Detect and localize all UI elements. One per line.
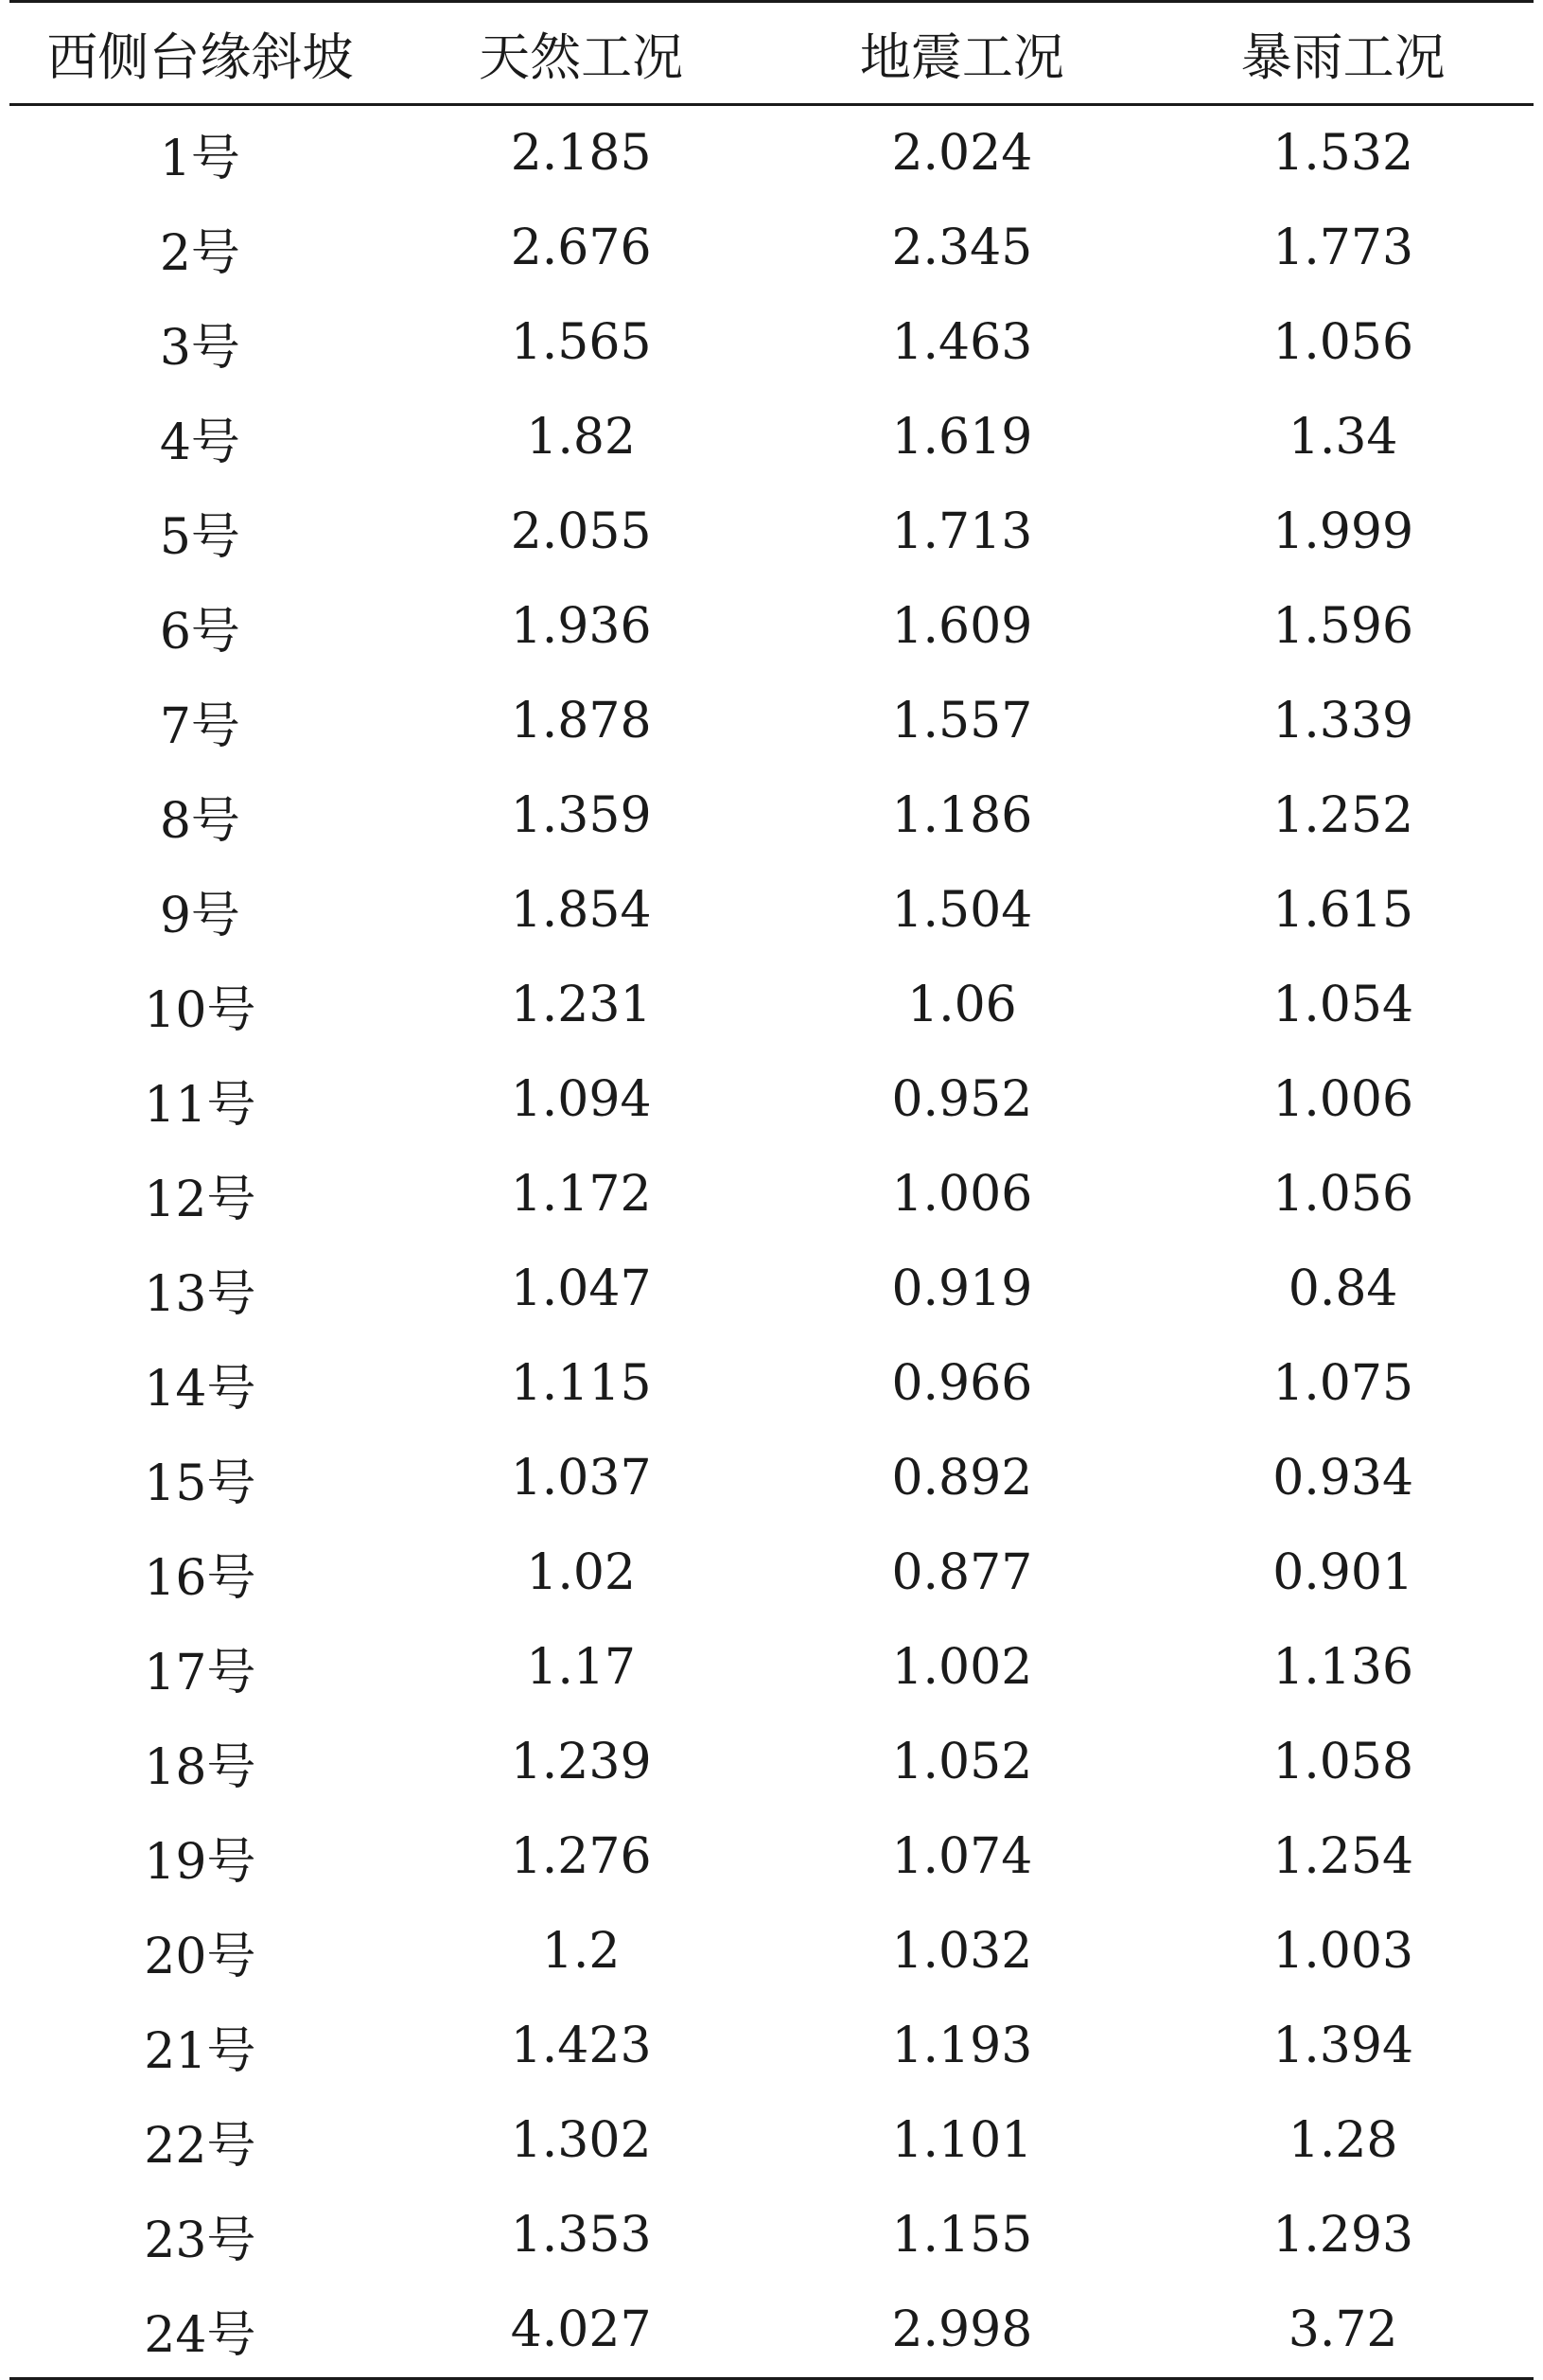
cell-rainstorm: 1.293 xyxy=(1272,2207,1414,2264)
table-row xyxy=(9,295,1534,390)
table-row xyxy=(9,1147,1534,1242)
cell-rainstorm: 1.615 xyxy=(1272,882,1414,939)
cell-rainstorm: 1.339 xyxy=(1272,693,1414,749)
cell-rainstorm: 1.075 xyxy=(1272,1355,1414,1412)
cell-natural: 2.055 xyxy=(510,503,652,560)
header-row xyxy=(9,2,1534,105)
cell-slope-id: 21号 xyxy=(144,2022,256,2080)
table-row xyxy=(9,1336,1534,1431)
slope-stability-table xyxy=(9,0,1534,2380)
header-natural-condition: 天然工况 xyxy=(391,2,772,105)
table-row xyxy=(9,105,1534,202)
cell-earthquake: 2.998 xyxy=(772,2283,1153,2379)
cell-natural: 1.047 xyxy=(510,1261,652,1317)
cell-slope-id: 5号 xyxy=(159,508,240,566)
cell-natural: 1.565 xyxy=(510,314,652,371)
cell-slope-id: 7号 xyxy=(159,697,240,755)
cell-natural: 1.037 xyxy=(510,1450,652,1507)
cell-natural: 1.115 xyxy=(510,1355,652,1412)
cell-natural: 1.231 xyxy=(510,977,652,1033)
cell-earthquake: 0.966 xyxy=(891,1355,1033,1412)
cell-slope-id: 10号 xyxy=(144,981,256,1039)
cell-natural: 1.02 xyxy=(526,1544,637,1601)
cell-natural: 1.423 xyxy=(510,2018,652,2074)
cell-earthquake: 0.919 xyxy=(891,1261,1033,1317)
cell-rainstorm: 1.28 xyxy=(1288,2112,1398,2169)
table-row xyxy=(9,485,1534,579)
table-row xyxy=(9,768,1534,863)
cell-slope-id: 13号 xyxy=(144,1265,256,1323)
cell-slope-id: 24号 xyxy=(9,2283,391,2379)
cell-earthquake: 1.609 xyxy=(891,598,1033,655)
table-row xyxy=(9,674,1534,768)
table-row xyxy=(9,1904,1534,1999)
table-row xyxy=(9,1052,1534,1147)
table-header xyxy=(9,2,1534,105)
table-row xyxy=(9,958,1534,1052)
cell-rainstorm: 1.596 xyxy=(1272,598,1414,655)
cell-earthquake: 1.463 xyxy=(891,314,1033,371)
cell-slope-id: 23号 xyxy=(144,2212,256,2269)
cell-natural: 2.185 xyxy=(510,125,652,182)
cell-slope-id: 9号 xyxy=(159,887,240,944)
cell-earthquake: 1.032 xyxy=(891,1923,1033,1980)
cell-slope-id: 18号 xyxy=(144,1738,256,1796)
cell-rainstorm: 0.934 xyxy=(1272,1450,1414,1507)
cell-rainstorm: 1.003 xyxy=(1272,1923,1414,1980)
cell-rainstorm: 1.254 xyxy=(1272,1828,1414,1885)
header-slope: 西侧台缘斜坡 xyxy=(9,2,391,105)
table-row xyxy=(9,2188,1534,2283)
cell-earthquake: 0.877 xyxy=(891,1544,1033,1601)
cell-slope-id: 17号 xyxy=(144,1644,256,1701)
cell-slope-id: 14号 xyxy=(144,1360,256,1418)
cell-rainstorm: 1.34 xyxy=(1288,409,1398,466)
cell-natural: 1.094 xyxy=(510,1071,652,1128)
cell-natural: 1.2 xyxy=(541,1923,621,1980)
cell-slope-id: 4号 xyxy=(159,414,240,471)
cell-natural: 1.276 xyxy=(510,1828,652,1885)
cell-earthquake: 1.155 xyxy=(891,2207,1033,2264)
cell-natural: 4.027 xyxy=(391,2283,772,2379)
cell-slope-id: 19号 xyxy=(144,1833,256,1891)
cell-slope-id: 3号 xyxy=(159,319,240,377)
cell-earthquake: 1.002 xyxy=(891,1639,1033,1696)
cell-natural: 1.172 xyxy=(510,1166,652,1223)
cell-rainstorm: 1.252 xyxy=(1272,787,1414,844)
cell-rainstorm: 1.056 xyxy=(1272,1166,1414,1223)
table-row xyxy=(9,201,1534,295)
cell-natural: 1.82 xyxy=(526,409,637,466)
cell-earthquake: 1.074 xyxy=(891,1828,1033,1885)
cell-rainstorm: 1.006 xyxy=(1272,1071,1414,1128)
cell-slope-id: 2号 xyxy=(159,224,240,282)
table-row xyxy=(9,390,1534,485)
cell-natural: 1.878 xyxy=(510,693,652,749)
cell-rainstorm: 3.72 xyxy=(1152,2283,1534,2379)
cell-earthquake: 1.052 xyxy=(891,1734,1033,1790)
cell-rainstorm: 0.901 xyxy=(1272,1544,1414,1601)
cell-rainstorm: 1.394 xyxy=(1272,2018,1414,2074)
cell-slope-id: 12号 xyxy=(144,1171,256,1228)
cell-rainstorm: 1.773 xyxy=(1272,220,1414,276)
cell-earthquake: 1.006 xyxy=(891,1166,1033,1223)
cell-earthquake: 0.892 xyxy=(891,1450,1033,1507)
cell-earthquake: 1.504 xyxy=(891,882,1033,939)
cell-earthquake: 1.193 xyxy=(891,2018,1033,2074)
cell-rainstorm: 1.058 xyxy=(1272,1734,1414,1790)
cell-natural: 1.936 xyxy=(510,598,652,655)
table-body xyxy=(9,105,1534,2379)
cell-natural: 1.353 xyxy=(510,2207,652,2264)
table-row xyxy=(9,2093,1534,2188)
cell-natural: 1.359 xyxy=(510,787,652,844)
cell-natural: 1.302 xyxy=(510,2112,652,2169)
header-rainstorm-condition: 暴雨工况 xyxy=(1152,2,1534,105)
cell-earthquake: 1.713 xyxy=(891,503,1033,560)
cell-slope-id: 1号 xyxy=(159,130,240,187)
header-earthquake-condition: 地震工况 xyxy=(772,2,1153,105)
cell-slope-id: 16号 xyxy=(144,1549,256,1607)
table-row xyxy=(9,1431,1534,1525)
cell-rainstorm: 1.056 xyxy=(1272,314,1414,371)
table-row xyxy=(9,863,1534,958)
stability-table-container xyxy=(9,0,1534,2377)
cell-rainstorm: 0.84 xyxy=(1288,1261,1398,1317)
cell-slope-id: 22号 xyxy=(144,2117,256,2175)
cell-earthquake: 2.345 xyxy=(891,220,1033,276)
table-row xyxy=(9,1525,1534,1620)
cell-earthquake: 1.619 xyxy=(891,409,1033,466)
cell-earthquake: 1.557 xyxy=(891,693,1033,749)
table-row xyxy=(9,579,1534,674)
cell-natural: 1.239 xyxy=(510,1734,652,1790)
cell-slope-id: 20号 xyxy=(144,1928,256,1985)
cell-earthquake: 1.101 xyxy=(891,2112,1033,2169)
cell-natural: 1.17 xyxy=(526,1639,637,1696)
table-row xyxy=(9,1999,1534,2093)
table-row xyxy=(9,1715,1534,1809)
cell-earthquake: 1.186 xyxy=(891,787,1033,844)
cell-rainstorm: 1.136 xyxy=(1272,1639,1414,1696)
table-row xyxy=(9,2283,1534,2379)
cell-rainstorm: 1.532 xyxy=(1272,125,1414,182)
cell-slope-id: 6号 xyxy=(159,603,240,661)
cell-natural: 2.676 xyxy=(510,220,652,276)
cell-rainstorm: 1.999 xyxy=(1272,503,1414,560)
cell-earthquake: 2.024 xyxy=(891,125,1033,182)
cell-natural: 1.854 xyxy=(510,882,652,939)
cell-slope-id: 15号 xyxy=(144,1454,256,1512)
table-row xyxy=(9,1242,1534,1336)
cell-earthquake: 1.06 xyxy=(906,977,1017,1033)
cell-earthquake: 0.952 xyxy=(891,1071,1033,1128)
cell-rainstorm: 1.054 xyxy=(1272,977,1414,1033)
table-row xyxy=(9,1620,1534,1715)
cell-slope-id: 8号 xyxy=(159,792,240,850)
table-row xyxy=(9,1809,1534,1904)
cell-slope-id: 11号 xyxy=(144,1076,256,1134)
